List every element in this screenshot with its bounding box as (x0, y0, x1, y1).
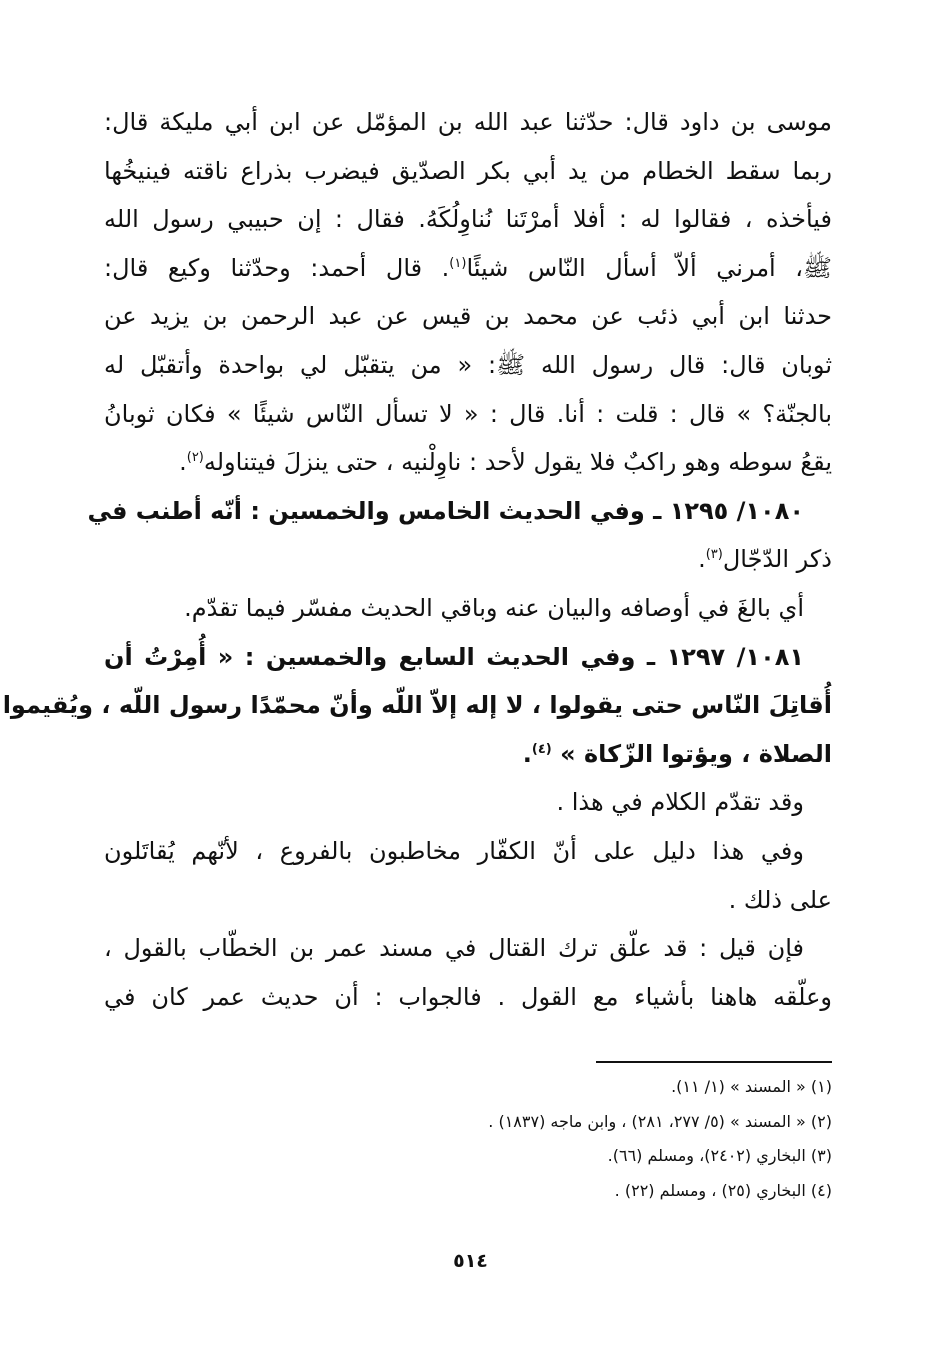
line-text: حدثنا ابن أبي ذئب عن محمد بن قيس عن عبد الرحمن بن يزيد عن (104, 302, 832, 331)
line-text: ١٠٨٠/ ١٢٩٥ ـ وفي الحديث الخامس والخمسين : أنّه أطنب في (87, 496, 804, 525)
footnote-marker[interactable]: (٤) (531, 741, 552, 757)
text-line (104, 584, 832, 633)
text-line (104, 827, 832, 876)
text-line (104, 390, 832, 439)
line-text: فيأخذه ، فقالوا له : أفلا أمرْتَنا نُناوِلُكَهُ. فقال : إن حبيبي رسول الله (104, 205, 832, 234)
footnote-3: (٣) البخاري (٢٤٠٢)، ومسلم (٦٦). (607, 1146, 832, 1165)
line-tail: . (522, 739, 532, 768)
line-text: أُقاتِلَ النّاس حتى يقولوا ، لا إله إلاّ اللّه وأنّ محمّدًا رسول اللّه ، ويُقيموا (2, 691, 832, 720)
line-text: وعلّقه هاهنا بأشياء مع القول . فالجواب : أن حديث عمر كان في (104, 982, 832, 1011)
footnote-1: (١) « المسند » (١/ ١١). (671, 1077, 832, 1096)
text-line (104, 195, 832, 244)
line-text: ذكر الدّجّال (722, 545, 832, 574)
hadith-heading-1080 (87, 487, 832, 536)
footnotes (104, 1070, 832, 1208)
page-number: ٥١٤ (453, 1250, 488, 1272)
main-text (2, 98, 833, 1021)
line-text: موسى بن داود قال: حدّثنا عبد الله بن المؤمّل عن ابن أبي مليكة قال: (104, 108, 832, 136)
line-text: يقعُ سوطه وهو راكبٌ فلا يقول لأحد : ناوِلْنيه ، حتى ينزلَ فيتناوله (203, 448, 832, 477)
line-tail: . قال أحمد: وحدّثنا وكيع قال: (104, 253, 450, 282)
hadith-heading-1081 (104, 633, 832, 682)
hadith-text (104, 730, 832, 779)
line-text: على ذلك . (728, 885, 832, 914)
text-line (104, 147, 832, 196)
text-line (104, 438, 832, 487)
footnote-4: (٤) البخاري (٢٥) ، ومسلم (٢٢) . (614, 1180, 832, 1200)
line-tail: . (179, 448, 187, 477)
text-line (104, 778, 832, 827)
line-text: بالجنّة؟ » قال : قلت : أنا. قال : « لا تسأل النّاس شيئًا » فكان ثوبانُ (104, 399, 832, 428)
line-text: ربما سقط الخطام من يد أبي بكر الصدّيق فيضرب بذراع ناقته فينيخُها (104, 156, 832, 185)
footnote-2: (٢) « المسند » (٥/ ٢٧٧، ٢٨١) ، وابن ماجه (١٨٣٧) . (488, 1111, 832, 1131)
footnote-marker[interactable]: (١) (449, 255, 467, 271)
text-line (104, 924, 832, 973)
text-line (104, 535, 832, 584)
line-text: أي بالغَ في أوصافه والبيان عنه وباقي الحديث مفسّر فيما تقدّم. (184, 593, 804, 622)
line-text: ﷺ، أمرني ألاّ أسأل النّاس شيئًا (466, 253, 833, 282)
line-tail: . (698, 545, 706, 574)
line-text: ١٠٨١/ ١٢٩٧ ـ وفي الحديث السابع والخمسين : « أُمِرْتُ أن (104, 642, 805, 671)
line-text: الصلاة ، ويؤتوا الزّكاة » (551, 739, 832, 768)
line-text: وفي هذا دليل على أنّ الكفّار مخاطبون بالفروع ، لأنّهم يُقاتَلون (104, 836, 804, 865)
text-line (104, 973, 832, 1022)
footnote-marker[interactable]: (٣) (705, 547, 723, 563)
text-line (104, 244, 832, 293)
hadith-text (2, 681, 832, 730)
text-line (104, 292, 832, 341)
line-text: ثوبان قال: قال رسول الله ﷺ: « من يتقبّل لي بواحدة وأتقبّل له (104, 350, 832, 379)
text-line (104, 98, 832, 147)
line-text: وقد تقدّم الكلام في هذا . (556, 788, 804, 817)
text-line (104, 876, 832, 925)
text-line (104, 341, 832, 390)
line-text: فإن قيل : قد علّق ترك القتال في مسند عمر بن الخطّاب بالقول ، (104, 934, 804, 963)
footnote-divider (596, 1061, 832, 1063)
footnote-marker[interactable]: (٢) (186, 450, 204, 466)
